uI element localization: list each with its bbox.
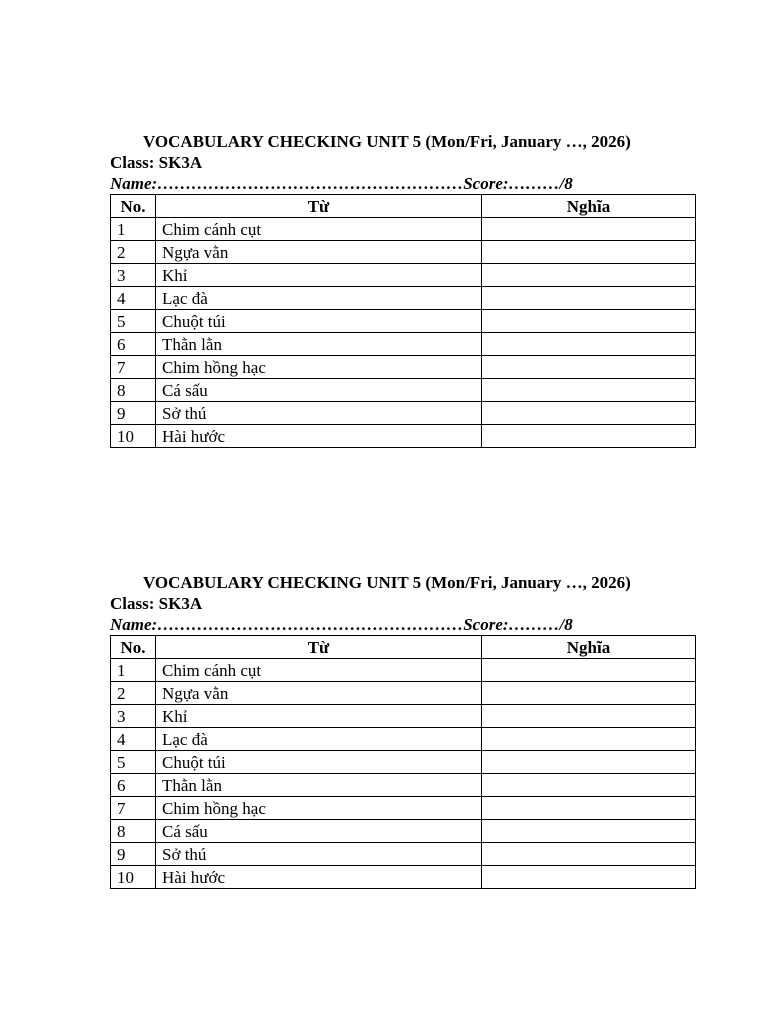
row-meaning-cell[interactable]: [482, 820, 696, 843]
row-meaning-cell[interactable]: [482, 705, 696, 728]
table-row: [111, 402, 696, 425]
row-number: 8: [111, 379, 156, 402]
row-meaning-cell[interactable]: [482, 379, 696, 402]
table-header-row: [111, 195, 696, 218]
table-row: [111, 264, 696, 287]
row-meaning-cell[interactable]: [482, 866, 696, 889]
table-row: [111, 241, 696, 264]
row-number: 6: [111, 333, 156, 356]
table-row: [111, 774, 696, 797]
table-row: [111, 728, 696, 751]
row-meaning-cell[interactable]: [482, 797, 696, 820]
header-no: No.: [111, 636, 156, 659]
row-meaning-cell[interactable]: [482, 425, 696, 448]
row-word: Thằn lằn: [156, 774, 482, 797]
row-meaning-cell[interactable]: [482, 843, 696, 866]
row-word: Khỉ: [156, 264, 482, 287]
row-word: Hài hước: [156, 425, 482, 448]
row-meaning-cell[interactable]: [482, 241, 696, 264]
row-meaning-cell[interactable]: [482, 402, 696, 425]
row-number: 7: [111, 356, 156, 379]
table-row: [111, 218, 696, 241]
row-number: 5: [111, 310, 156, 333]
row-number: 3: [111, 705, 156, 728]
row-number: 3: [111, 264, 156, 287]
table-row: [111, 659, 696, 682]
row-word: Chim cánh cụt: [156, 659, 482, 682]
row-meaning-cell[interactable]: [482, 333, 696, 356]
row-meaning-cell[interactable]: [482, 218, 696, 241]
row-word: Chuột túi: [156, 310, 482, 333]
row-meaning-cell[interactable]: [482, 751, 696, 774]
row-number: 9: [111, 402, 156, 425]
table-row: [111, 356, 696, 379]
table-row: [111, 379, 696, 402]
row-meaning-cell[interactable]: [482, 264, 696, 287]
row-meaning-cell[interactable]: [482, 682, 696, 705]
row-meaning-cell[interactable]: [482, 728, 696, 751]
table-row: [111, 820, 696, 843]
table-row: [111, 705, 696, 728]
name-score-line: Name:………………………………………………Score:………/8: [110, 174, 573, 193]
row-meaning-cell[interactable]: [482, 287, 696, 310]
name-score-line: Name:………………………………………………Score:………/8: [110, 615, 573, 634]
row-meaning-cell[interactable]: [482, 774, 696, 797]
row-number: 8: [111, 820, 156, 843]
row-word: Thằn lằn: [156, 333, 482, 356]
row-word: Cá sấu: [156, 820, 482, 843]
table-row: [111, 797, 696, 820]
table-row: [111, 425, 696, 448]
row-word: Cá sấu: [156, 379, 482, 402]
row-number: 4: [111, 287, 156, 310]
row-meaning-cell[interactable]: [482, 356, 696, 379]
header-no: No.: [111, 195, 156, 218]
table-header-row: [111, 636, 696, 659]
row-word: Lạc đà: [156, 287, 482, 310]
row-meaning-cell[interactable]: [482, 310, 696, 333]
row-number: 2: [111, 682, 156, 705]
table-row: [111, 866, 696, 889]
row-word: Chim hồng hạc: [156, 797, 482, 820]
table-row: [111, 287, 696, 310]
row-word: Khỉ: [156, 705, 482, 728]
vocab-table: [110, 635, 696, 889]
row-word: Ngựa vằn: [156, 682, 482, 705]
header-meaning: Nghĩa: [482, 195, 696, 218]
class-label: Class: SK3A: [110, 594, 203, 613]
table-row: [111, 333, 696, 356]
row-word: Chuột túi: [156, 751, 482, 774]
header-word: Từ: [156, 195, 482, 218]
sheet-title: VOCABULARY CHECKING UNIT 5 (Mon/Fri, January …, 2026): [143, 573, 631, 592]
table-row: [111, 682, 696, 705]
table-row: [111, 843, 696, 866]
row-word: Sở thú: [156, 402, 482, 425]
header-meaning: Nghĩa: [482, 636, 696, 659]
row-word: Chim hồng hạc: [156, 356, 482, 379]
row-meaning-cell[interactable]: [482, 659, 696, 682]
vocab-sheet-1: [110, 131, 695, 448]
row-word: Ngựa vằn: [156, 241, 482, 264]
row-number: 6: [111, 774, 156, 797]
class-label: Class: SK3A: [110, 153, 203, 172]
row-number: 7: [111, 797, 156, 820]
row-word: Hài hước: [156, 866, 482, 889]
row-number: 9: [111, 843, 156, 866]
table-row: [111, 751, 696, 774]
sheet-title: VOCABULARY CHECKING UNIT 5 (Mon/Fri, January …, 2026): [143, 132, 631, 151]
header-word: Từ: [156, 636, 482, 659]
row-number: 4: [111, 728, 156, 751]
row-number: 1: [111, 218, 156, 241]
row-word: Chim cánh cụt: [156, 218, 482, 241]
row-word: Lạc đà: [156, 728, 482, 751]
vocab-table: [110, 194, 696, 448]
row-number: 5: [111, 751, 156, 774]
row-number: 10: [111, 425, 156, 448]
row-word: Sở thú: [156, 843, 482, 866]
row-number: 10: [111, 866, 156, 889]
vocab-sheet-2: [110, 572, 695, 889]
row-number: 1: [111, 659, 156, 682]
table-row: [111, 310, 696, 333]
row-number: 2: [111, 241, 156, 264]
